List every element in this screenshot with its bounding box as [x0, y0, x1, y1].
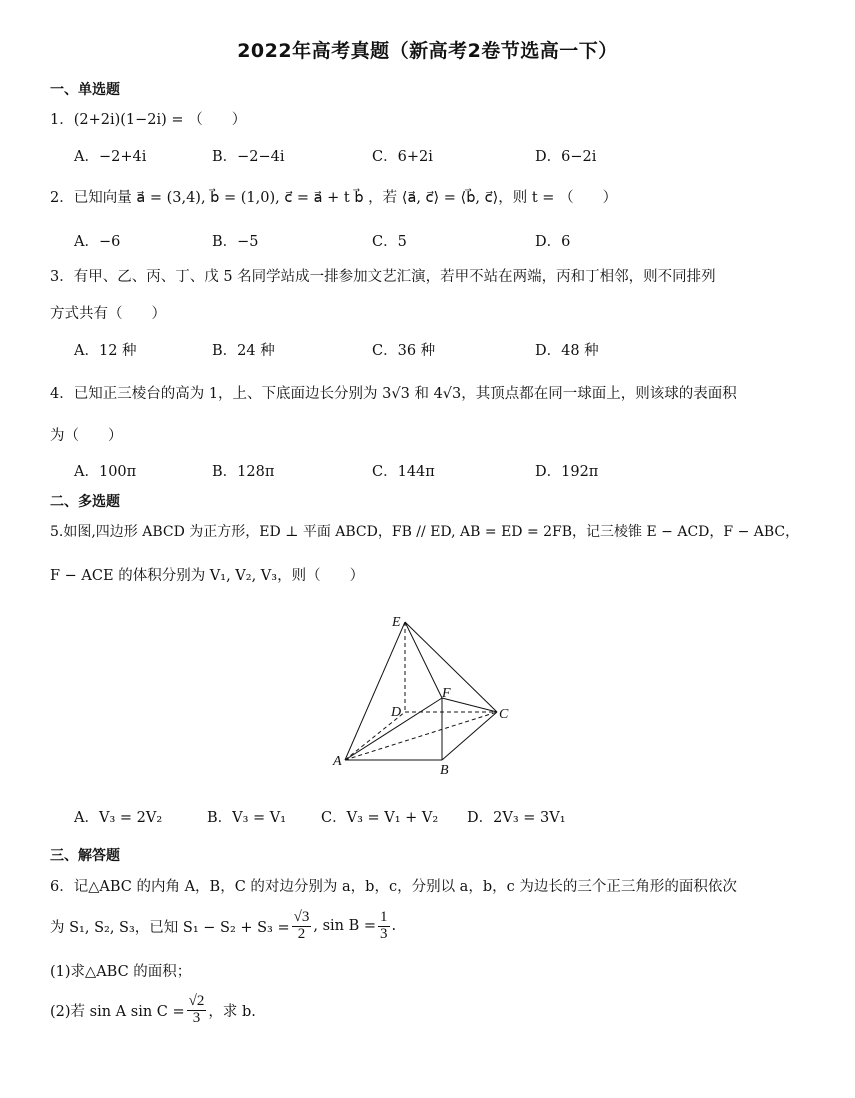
question-5-stem-line-2: F − ACE 的体积分别为 V₁, V₂, V₃，则（ ） — [50, 568, 365, 584]
pyramid-figure — [330, 610, 530, 780]
section-heading-single-choice: 一、单选题 — [50, 82, 120, 98]
question-3-option-b[interactable]: B．24 种 — [212, 343, 275, 359]
question-6-part-2-end: ，求 b. — [208, 1003, 256, 1020]
question-3-stem-line-1: 3．有甲、乙、丙、丁、戊 5 名同学站成一排参加文艺汇演，若甲不站在两端，丙和丁相邻，则不同排列 — [50, 269, 716, 285]
fraction-numerator: 1 — [380, 908, 388, 925]
question-6-part-2-text: (2)若 sin A sin C = — [50, 1003, 185, 1020]
fraction-sqrt3-over-2 — [292, 910, 312, 943]
question-5-option-a[interactable]: A．V₃ = 2V₂ — [74, 810, 163, 826]
question-2-stem: 2．已知向量 a⃗ = (3,4), b⃗ = (1,0), c⃗ = a⃗ + t b⃗ ，若 ⟨a⃗, c⃗⟩ = ⟨b⃗, c⃗⟩，则 t = （ ） — [50, 190, 618, 206]
question-2-option-b[interactable]: B．−5 — [212, 234, 259, 250]
question-4-option-b[interactable]: B．128π — [212, 464, 275, 480]
question-6-stem-line-1: 6．记△ABC 的内角 A，B，C 的对边分别为 a，b，c，分别以 a，b，c 为边长的三个正三角形的面积依次 — [50, 879, 737, 895]
question-6-stem-line-2 — [50, 904, 396, 948]
question-3-option-c[interactable]: C．36 种 — [372, 343, 436, 359]
fraction-denominator: 2 — [297, 925, 306, 942]
question-2-option-d[interactable]: D．6 — [535, 234, 571, 250]
question-5-option-b[interactable]: B．V₃ = V₁ — [207, 810, 287, 826]
question-3-stem-line-2: 方式共有（ ） — [50, 306, 166, 322]
question-4-stem-line-2: 为（ ） — [50, 428, 123, 444]
vertex-label-a: A — [333, 754, 342, 769]
fraction-numerator: √3 — [293, 908, 310, 925]
question-4-option-a[interactable]: A．100π — [74, 464, 137, 480]
question-6-part-2 — [50, 988, 256, 1032]
question-1-option-d[interactable]: D．6−2i — [535, 149, 597, 165]
edge-ac-hidden — [345, 712, 497, 760]
fraction-denominator: 3 — [380, 925, 388, 942]
section-heading-answer: 三、解答题 — [50, 848, 120, 864]
question-4-stem-line-1: 4．已知正三棱台的高为 1，上、下底面边长分别为 3√3 和 4√3，其顶点都在同一球面上，则该球的表面积 — [50, 386, 737, 402]
question-6-part-1: (1)求△ABC 的面积； — [50, 964, 192, 980]
question-4-option-d[interactable]: D．192π — [535, 464, 599, 480]
edge-ea — [345, 622, 405, 760]
question-3-option-a[interactable]: A．12 种 — [74, 343, 137, 359]
question-5-stem-line-1: 5.如图,四边形 ABCD 为正方形，ED ⊥ 平面 ABCD，FB // ED, AB = ED = 2FB，记三棱锥 E − ACD，F − ABC， — [50, 524, 800, 540]
question-4-option-c[interactable]: C．144π — [372, 464, 435, 480]
vertex-label-d: D — [391, 705, 402, 720]
question-5-option-c[interactable]: C．V₃ = V₁ + V₂ — [321, 810, 439, 826]
edge-ec — [405, 622, 497, 712]
question-1-option-b[interactable]: B．−2−4i — [212, 149, 285, 165]
fraction-denominator: 3 — [192, 1009, 201, 1026]
question-6-period: . — [391, 918, 397, 934]
question-1-option-a[interactable]: A．−2+4i — [74, 149, 147, 165]
question-1-option-c[interactable]: C．6+2i — [372, 149, 433, 165]
fraction-numerator: √2 — [188, 992, 205, 1009]
fraction-sqrt2-over-3 — [187, 994, 207, 1027]
question-2-option-c[interactable]: C．5 — [372, 234, 407, 250]
question-2-option-a[interactable]: A．−6 — [74, 234, 121, 250]
question-5-option-d[interactable]: D．2V₃ = 3V₁ — [467, 810, 566, 826]
page-title: 2022年高考真题（新高考2卷节选高一下） — [237, 40, 618, 62]
question-6-sinb-text: , sin B = — [313, 918, 377, 934]
vertex-label-e: E — [392, 615, 401, 630]
question-3-option-d[interactable]: D．48 种 — [535, 343, 599, 359]
edge-ef — [405, 622, 442, 698]
question-1-stem: 1．(2+2i)(1−2i) = （ ） — [50, 112, 247, 128]
section-heading-multiple-choice: 二、多选题 — [50, 494, 120, 510]
vertex-label-c: C — [499, 707, 509, 722]
question-6-condition-text: 为 S₁, S₂, S₃，已知 S₁ − S₂ + S₃ = — [50, 919, 290, 936]
vertex-label-b: B — [440, 763, 449, 778]
fraction-1-over-3 — [378, 910, 390, 943]
edge-bc — [442, 712, 497, 760]
vertex-label-f: F — [442, 686, 451, 701]
